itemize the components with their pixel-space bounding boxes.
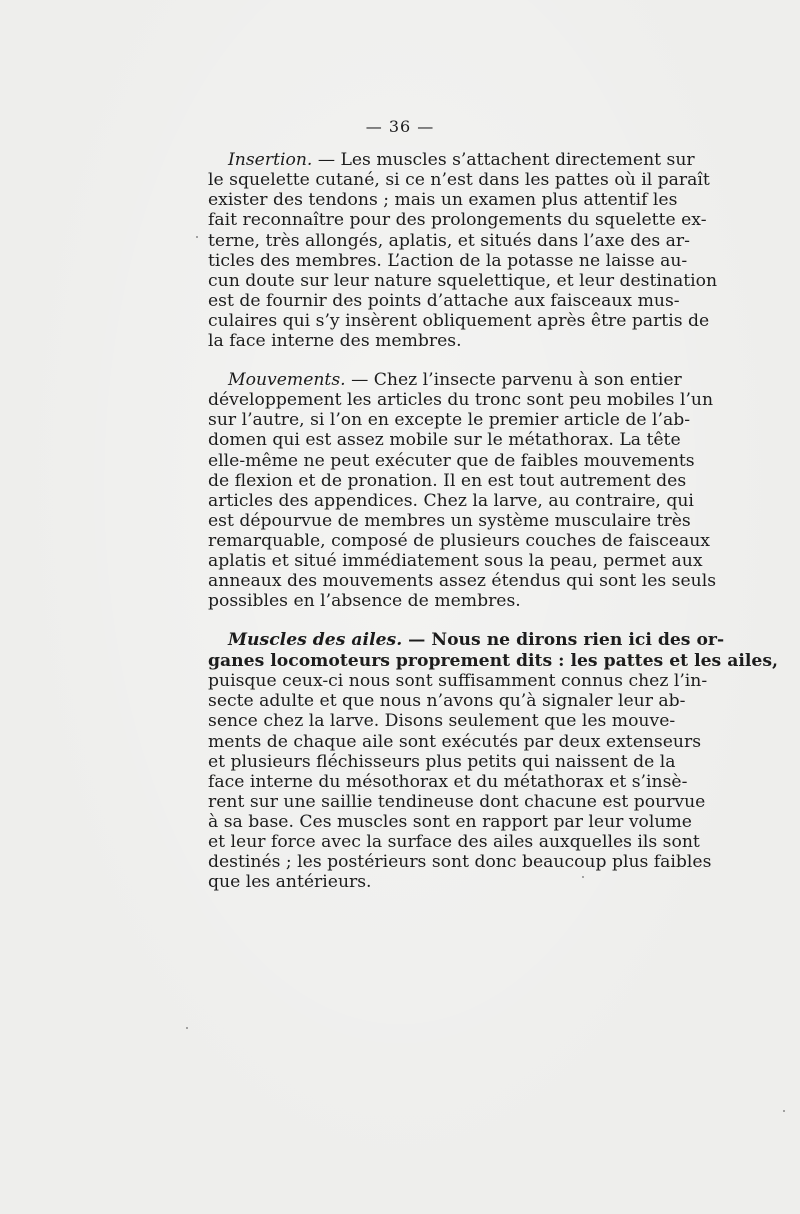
paragraph-muscles-line-10: à sa base. Ces muscles sont en rapport par leur volume bbox=[208, 812, 692, 832]
paragraph-insertion-line-6: ticles des membres. L’action de la potasse ne laisse au- bbox=[208, 251, 688, 271]
paragraph-insertion-line-3: exister des tendons ; mais un examen plus attentif les bbox=[208, 190, 678, 210]
paper-speck bbox=[783, 1110, 785, 1112]
paragraph-insertion-line-1 bbox=[228, 150, 695, 170]
paragraph-mouvements-line-2: développement les articles du tronc sont peu mobiles l’un bbox=[208, 390, 714, 410]
paragraph-muscles-line-3: puisque ceux-ci nous sont suffisamment connus chez l’in- bbox=[208, 671, 708, 691]
paragraph-insertion-line-4: fait reconnaître pour des prolongements du squelette ex- bbox=[208, 210, 707, 230]
paragraph-muscles-line-1 bbox=[228, 630, 725, 650]
paragraph-insertion-line-8: est de fournir des points d’attache aux faisceaux mus- bbox=[208, 291, 680, 311]
paragraph-mouvements-line-6: de flexion et de pronation. Il en est tout autrement des bbox=[208, 471, 687, 491]
page-number: — 36 — bbox=[365, 117, 435, 136]
paragraph-muscles-line-12: destinés ; les postérieurs sont donc beaucoup plus faibles bbox=[208, 852, 712, 872]
paragraph-insertion-line-5: terne, très allongés, aplatis, et situés dans l’axe des ar- bbox=[208, 231, 690, 251]
paragraph-muscles-lead: Muscles des ailes. bbox=[228, 630, 403, 650]
paragraph-mouvements-lead: Mouvements. bbox=[228, 370, 346, 390]
paragraph-muscles-line-11: et leur force avec la surface des ailes auxquelles ils sont bbox=[208, 832, 700, 852]
paper-speck bbox=[196, 236, 198, 238]
paragraph-mouvements-line-12: possibles en l’absence de membres. bbox=[208, 591, 521, 611]
paragraph-muscles-line-9: rent sur une saillie tendineuse dont chacune est pourvue bbox=[208, 792, 706, 812]
paragraph-muscles-line-8: face interne du mésothorax et du métathorax et s’insè- bbox=[208, 772, 688, 792]
paragraph-mouvements-line-4: domen qui est assez mobile sur le métathorax. La tête bbox=[208, 430, 681, 450]
paragraph-mouvements-line-3: sur l’autre, si l’on en excepte le premier article de l’ab- bbox=[208, 410, 691, 430]
paragraph-muscles-line-4: secte adulte et que nous n’avons qu’à signaler leur ab- bbox=[208, 691, 686, 711]
paragraph-insertion-line-10: la face interne des membres. bbox=[208, 331, 462, 351]
paragraph-mouvements-line-9: remarquable, composé de plusieurs couches de faisceaux bbox=[208, 531, 710, 551]
paragraph-mouvements-line-5: elle-même ne peut exécuter que de faibles mouvements bbox=[208, 451, 695, 471]
paragraph-mouvements-line-7: articles des appendices. Chez la larve, au contraire, qui bbox=[208, 491, 694, 511]
paragraph-muscles-line-13: que les antérieurs. bbox=[208, 872, 372, 892]
paragraph-mouvements-line-11: anneaux des mouvements assez étendus qui sont les seuls bbox=[208, 571, 717, 591]
paragraph-insertion-line-7: cun doute sur leur nature squelettique, et leur destination bbox=[208, 271, 718, 291]
paper-speck bbox=[582, 876, 584, 878]
paragraph-muscles-line-6: ments de chaque aile sont exécutés par deux extenseurs bbox=[208, 732, 702, 752]
paragraph-mouvements-line-10: aplatis et situé immédiatement sous la peau, permet aux bbox=[208, 551, 703, 571]
paper-speck bbox=[186, 1027, 188, 1029]
paragraph-insertion-line-2: le squelette cutané, si ce n’est dans les pattes où il paraît bbox=[208, 170, 710, 190]
paragraph-insertion-line-9: culaires qui s’y insèrent obliquement après être partis de bbox=[208, 311, 710, 331]
paragraph-muscles-line-5: sence chez la larve. Disons seulement que les mouve- bbox=[208, 711, 676, 731]
paragraph-muscles-line-7: et plusieurs fléchisseurs plus petits qui naissent de la bbox=[208, 752, 676, 772]
paragraph-mouvements-line-1 bbox=[228, 370, 682, 390]
paragraph-muscles-line-2: ganes locomoteurs proprement dits : les pattes et les ailes, bbox=[208, 651, 778, 671]
paragraph-insertion-lead: Insertion. bbox=[228, 150, 313, 170]
text-span: — Chez l’insecte parvenu à son entier bbox=[345, 370, 682, 390]
text-span: — Les muscles s’attachent directement sur bbox=[312, 150, 695, 170]
paragraph-mouvements-line-8: est dépourvue de membres un système musculaire très bbox=[208, 511, 691, 531]
text-span: — Nous ne dirons rien ici des or- bbox=[402, 630, 725, 650]
